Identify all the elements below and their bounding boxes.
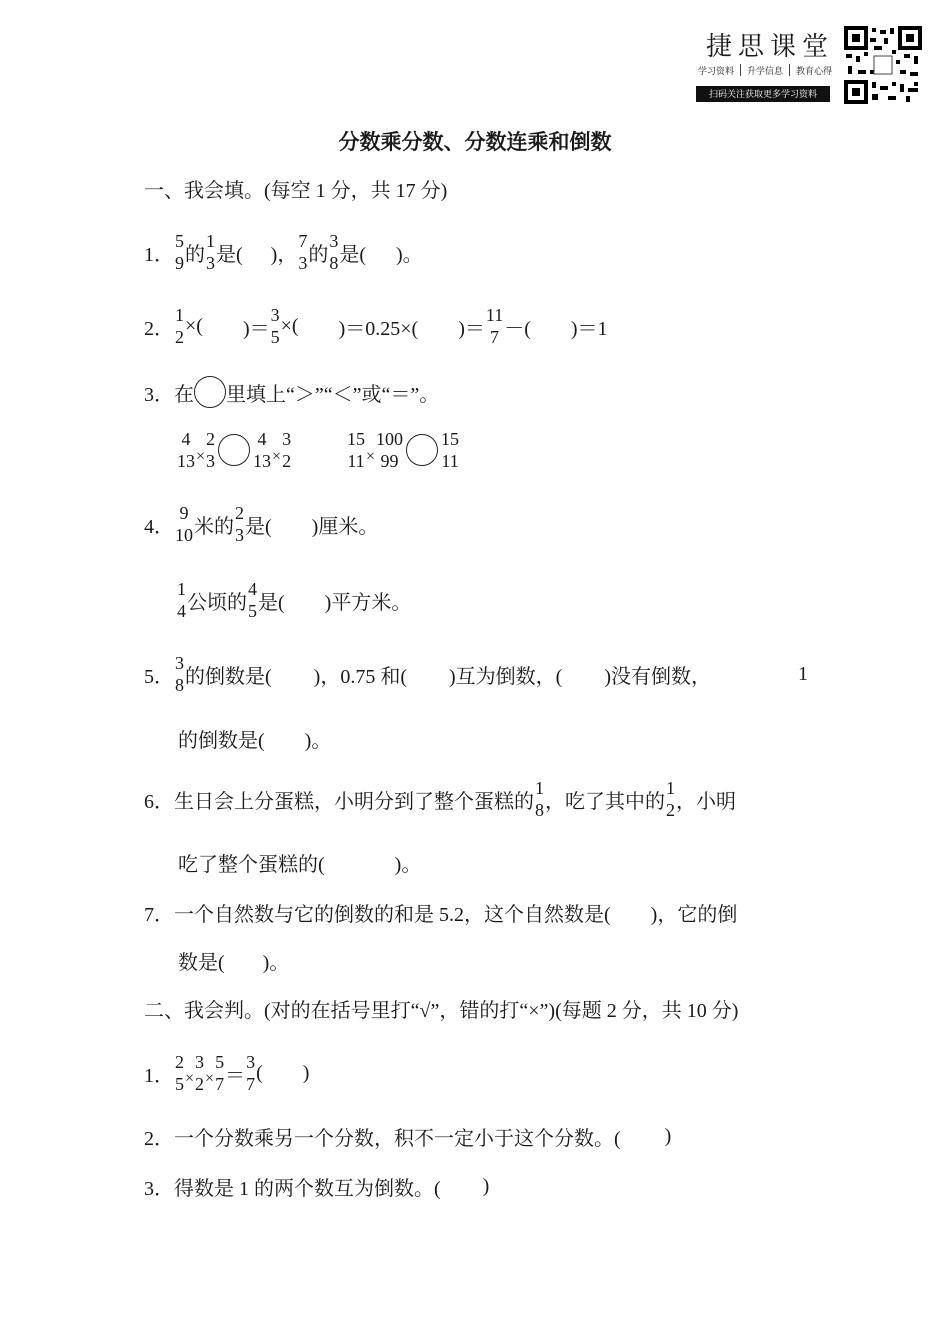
circle-blank-icon [194,376,226,408]
question-number: 6． [144,790,174,813]
question-4b: 1 4 公顷的 4 5 是( )平方米。 [177,579,412,621]
fraction [666,777,675,821]
numerator: 3 [270,305,280,325]
fraction [175,502,193,546]
fraction [248,578,257,622]
fraction [206,230,215,274]
denominator: 2 [195,1074,205,1094]
denominator: 13 [177,451,195,471]
fraction [177,578,186,622]
divider [740,64,741,76]
denominator: 9 [175,253,184,273]
denominator: 8 [329,253,339,273]
numerator: 100 [376,429,404,449]
numerator: 11 [485,305,504,325]
page-title: 分数乘分数、分数连乘和倒数 [338,131,612,154]
fraction [246,1051,255,1095]
numerator: 1 [177,579,186,599]
brand-tag: 教育心得 [796,66,833,76]
fraction [347,428,365,472]
question-number: 5． [144,665,174,688]
question-number: 7． [144,903,174,926]
comparison-a: 4 13 × 2 3 4 13 × 3 2 [177,429,292,471]
denominator: 3 [235,525,244,545]
numerator: 1 [206,231,215,251]
compare-circle[interactable] [406,434,438,466]
numerator: 3 [175,653,184,673]
denominator: 10 [175,525,193,545]
fraction [215,1051,224,1095]
numerator: 3 [195,1052,205,1072]
question-number: 1． [144,243,174,266]
denominator: 13 [253,451,272,471]
denominator: 7 [246,1074,256,1094]
denominator: 5 [175,1074,184,1094]
fraction [298,230,307,274]
divider [789,64,790,76]
numerator: 1 [535,778,544,798]
question-4: 4． 9 10 米的 2 3 是( )厘米。 [144,503,379,545]
denominator: 7 [215,1074,225,1094]
question-1: 1． 5 9 的 1 3 是( )， 7 3 的 3 8 是( )。 [144,231,423,273]
numerator: 4 [257,429,267,449]
numerator: 5 [175,231,184,251]
fraction [329,230,338,274]
denominator: 3 [206,451,216,471]
denominator: 99 [380,451,399,471]
numerator: 3 [329,231,339,251]
numerator: 3 [246,1052,256,1072]
numerator: 9 [179,503,189,523]
comparison-b: 15 11 × 100 99 15 11 [347,429,460,471]
brand-tag: 学习资料 [698,66,735,76]
fraction [535,777,544,821]
compare-circle[interactable] [218,434,250,466]
denominator: 2 [175,327,184,347]
question-6-line2: 吃了整个蛋糕的( )。 [178,853,422,876]
fraction [195,1051,204,1095]
fraction [235,502,244,546]
judge-question-3: 3． 得数是 1 的两个数互为倒数。( ) [144,1170,489,1202]
question-5-line2: 的倒数是( )。 [178,729,332,752]
fraction [282,428,291,472]
numerator: 2 [175,1052,184,1072]
fraction [271,304,280,348]
question-7: 7． 一个自然数与它的倒数的和是 5.2，这个自然数是( )，它的倒 [144,896,737,928]
question-2: 2． 1 2 ×( )＝ 3 5 ×( )＝0.25×( )＝ 11 7 －( )＝1 [144,305,608,347]
numerator: 4 [181,429,191,449]
denominator: 2 [666,800,675,820]
denominator: 5 [248,601,257,621]
denominator: 3 [206,253,215,273]
fraction [206,428,215,472]
fraction [253,428,271,472]
question-5: 5． 3 8 的倒数是( )，0.75 和( )互为倒数，( )没有倒数， 1 [144,653,808,695]
fraction [175,1051,184,1095]
numerator: 2 [206,429,216,449]
question-6: 6． 生日会上分蛋糕，小明分到了整个蛋糕的 1 8 ，吃了其中的 1 2 ，小明 [144,778,736,820]
judge-question-2: 2． 一个分数乘另一个分数，积不一定小于这个分数。( ) [144,1120,671,1152]
brand-bar: 扫码关注获取更多学习资料 [696,86,830,102]
section-heading: 二、我会判。(对的在括号里打“√”，错的打“×”)(每题 2 分，共 10 分) [144,1000,739,1022]
qr-code-icon[interactable] [844,26,922,104]
question-number: 2． [144,317,174,340]
numerator: 1 [666,778,675,798]
numerator: 7 [298,231,308,251]
question-3: 3． 在 里填上“＞”“＜”或“＝”。 [144,372,439,412]
brand-tag: 升学信息 [747,66,784,76]
numerator: 2 [235,503,244,523]
numerator: 3 [282,429,292,449]
question-number: 4． [144,515,174,538]
fraction [175,230,184,274]
numerator: 1 [175,305,184,325]
numerator: 5 [215,1052,225,1072]
fraction [175,304,184,348]
fraction [376,428,403,472]
question-number: 1． [144,1064,174,1087]
numerator: 4 [248,579,257,599]
judge-question-1: 1． 2 5 × 3 2 × 5 7 ＝ 3 7 ( ) [144,1052,310,1094]
brand-name: 捷思课堂 [706,32,835,62]
question-number: 3． [144,383,174,406]
denominator: 2 [282,451,292,471]
question-number: 3． [144,1177,174,1200]
denominator: 4 [177,601,186,621]
denominator: 8 [175,675,184,695]
numerator: 15 [441,429,460,449]
denominator: 8 [535,800,544,820]
denominator: 5 [270,327,280,347]
fraction [177,428,195,472]
denominator: 3 [298,253,308,273]
denominator: 11 [347,451,365,471]
fraction [175,652,184,696]
numerator: 15 [347,429,365,449]
denominator: 11 [441,451,459,471]
fraction [486,304,503,348]
fraction [441,428,459,472]
question-7-line2: 数是( )。 [178,951,290,974]
section-heading: 一、我会填。(每空 1 分，共 17 分) [144,180,448,202]
denominator: 7 [490,327,500,347]
brand-tags [698,64,832,77]
question-number: 2． [144,1127,174,1150]
